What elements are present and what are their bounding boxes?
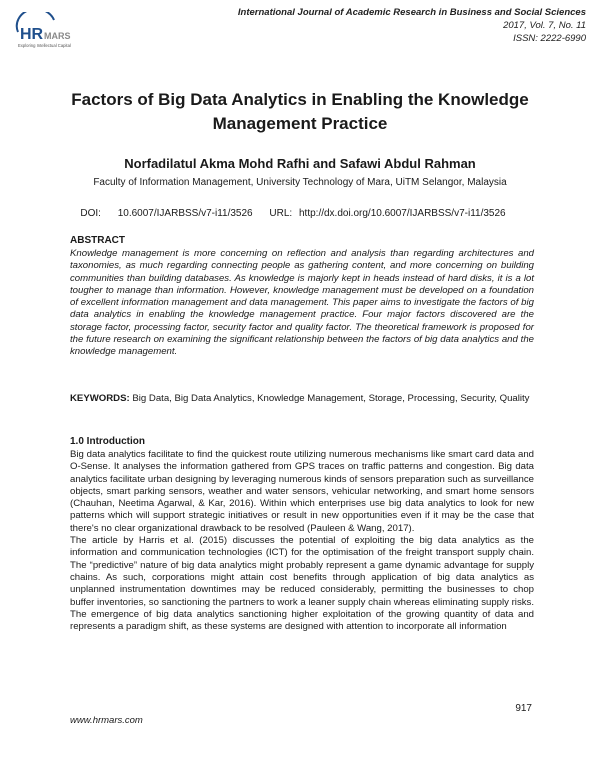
intro-paragraph-2: The article by Harris et al. (2015) discusses the potential of exploiting the big data analytics as the information and communication technologies (ICT) for the optimisation of the freight transport supply chain. The “predictive” nature of big data analytics might probably represent a game dynamic advantage for supply chains. As such, corporations might attain cost benefits through application of big data analytics as unplanned instrumentation downtimes may be reduced considerably, permitting the businesses to chop buffer inventories, so sanctioning the partners to work a leaner supply chain whereas eliminating supply risks. The emergence of big data analytics sanctioning higher exploitation of the growing quantity of data and represents a paradigm shift, as these systems are designed with attention to incorporate all information xyxy=(70,535,534,633)
doi-label: DOI: xyxy=(80,208,101,219)
logo-main-text: HR xyxy=(20,26,44,43)
keywords-label: KEYWORDS: xyxy=(70,393,130,404)
section-heading-introduction: 1.0 Introduction xyxy=(70,436,145,447)
footer-website[interactable]: www.hrmars.com xyxy=(70,715,143,726)
keywords-list: Big Data, Big Data Analytics, Knowledge Management, Storage, Processing, Security, Quality xyxy=(132,393,530,404)
journal-issn: ISSN: 2222-6990 xyxy=(513,33,586,44)
intro-paragraph-1: Big data analytics facilitate to find the quickest route utilizing numerous mechanisms like smart card data and O-Sense. It analyses the information gathered from GPS traces on traffic patterns and congestion. Big data analytics facilitate urban designing by leveraging numerous kinds of sensors preparation such as surveillance objects, smart parking sensors, weather and water sensors, vehicular networking, and smart home sensors (Chauhan, Neetima Agarwal, & Kar, 2016). Within which enterprises use big data analytics to look for new patterns which will support strategic initiatives or result in new opportunities even if it may be the case that there's no clear organizational drawback to be resolved (Pauleen & Wang, 2017). xyxy=(70,449,534,534)
abstract-heading: ABSTRACT xyxy=(70,235,125,246)
journal-name: International Journal of Academic Research in Business and Social Sciences xyxy=(237,7,586,18)
abstract-text: Knowledge management is more concerning on reflection and analysis than regarding architectures and taxonomies, as much regarding connecting people as gathering content, and more concerning on building communities than building databases. As knowledge is majorly kept in heads instead of hard disks, it is a lot tougher to manage than information. However, knowledge management must be developed on a foundation of excellent information management and data management. This paper aims to investigate the factors of big data analytics in enabling the knowledge management practice. Four major factors discovered are the storage factor, processing factor, security factor and quality factor. The theoretical framework is proposed for the future research on examining the significant relationship between the factors of big data analytics and the knowledge management. xyxy=(70,248,534,358)
url-label: URL: xyxy=(269,208,293,219)
author-affiliation: Faculty of Information Management, University Technology of Mara, UiTM Selangor, Malaysia xyxy=(93,177,507,188)
introduction-body xyxy=(70,449,534,633)
url-link[interactable]: http://dx.doi.org/10.6007/IJARBSS/v7-i11/3526 xyxy=(298,208,506,219)
paper-authors: Norfadilatul Akma Mohd Rafhi and Safawi Abdul Rahman xyxy=(124,156,476,171)
hrmars-logo xyxy=(14,12,98,52)
journal-volume: 2017, Vol. 7, No. 11 xyxy=(503,20,586,31)
paper-title: Factors of Big Data Analytics in Enabling the Knowledge Management Practice xyxy=(71,90,529,133)
doi-value[interactable]: 10.6007/IJARBSS/v7-i11/3526 xyxy=(117,208,253,219)
page-number: 917 xyxy=(515,703,532,714)
keywords xyxy=(70,393,534,405)
logo-tagline: Exploring Intellectual Capital xyxy=(18,43,71,48)
logo-sub-text: MARS xyxy=(44,31,71,41)
doi-line xyxy=(30,208,570,219)
journal-header xyxy=(238,6,586,45)
